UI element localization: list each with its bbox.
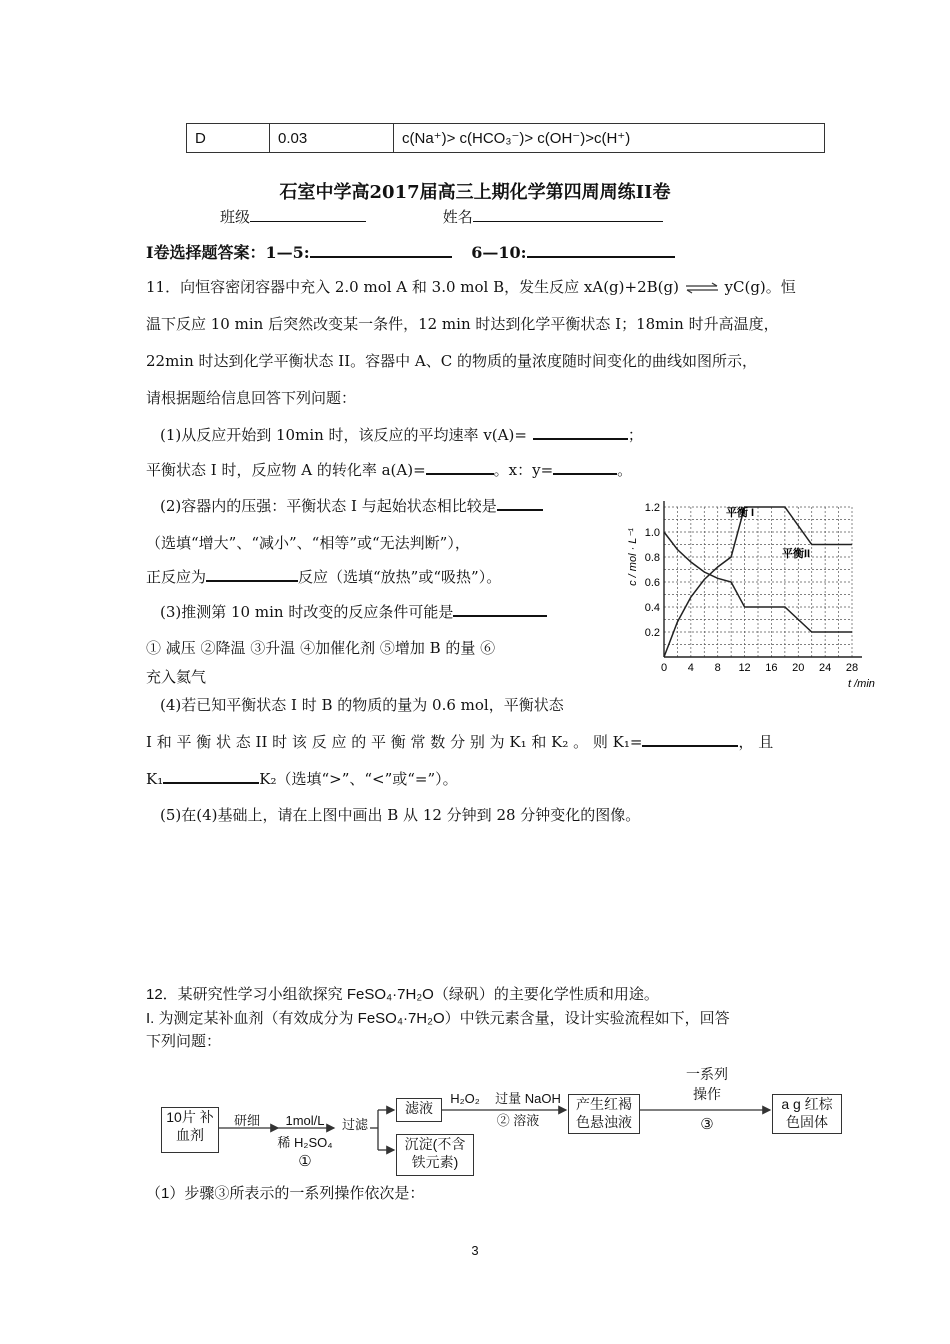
chart-grid bbox=[664, 507, 852, 657]
flow-box-suspension: 产生红褐 色悬浊液 bbox=[568, 1094, 640, 1134]
q11-part-4b bbox=[146, 731, 806, 753]
pressure-blank[interactable] bbox=[497, 495, 543, 511]
class-blank[interactable] bbox=[250, 207, 366, 222]
q11-options: ① 减压 ②降温 ③升温 ④加催化剂 ⑤增加 B 的量 ⑥ bbox=[146, 639, 496, 657]
x-tick-label: 16 bbox=[765, 662, 778, 674]
x-tick-label: 0 bbox=[660, 662, 668, 674]
flow-label: 操作 bbox=[693, 1086, 721, 1102]
q12-line-1: 12．某研究性学习小组欲探究 FeSO₄·7H₂O（绿矾）的主要化学性质和用途。 bbox=[146, 986, 659, 1003]
flow-box-filtrate: 滤液 bbox=[396, 1098, 442, 1122]
q11-line-2: 温下反应 10 min 后突然改变某一条件，12 min 时达到化学平衡状态 I；18min 时升高温度， bbox=[146, 315, 779, 333]
q11-text: 正反应为 bbox=[146, 568, 207, 586]
flow-step-3: ③ bbox=[700, 1116, 714, 1133]
class-label: 班级 bbox=[220, 208, 251, 226]
conversion-blank[interactable] bbox=[426, 459, 494, 475]
flow-label: 过滤 bbox=[341, 1117, 368, 1132]
y-tick-label: 0.4 bbox=[644, 602, 660, 614]
answer-mid: 6—10: bbox=[471, 243, 527, 262]
answer-blank-1[interactable] bbox=[310, 242, 452, 258]
flow-label: 1mol/L bbox=[285, 1113, 325, 1128]
q11-part-4: (4)若已知平衡状态 I 时 B 的物质的量为 0.6 mol，平衡状态 bbox=[160, 696, 564, 714]
chart-axes bbox=[664, 501, 862, 657]
y-tick-label: 0.6 bbox=[644, 577, 660, 589]
x-tick-label: 20 bbox=[792, 662, 805, 674]
flow-box-result: a g 红棕 色固体 bbox=[772, 1094, 842, 1134]
q11-options-cont: 充入氦气 bbox=[146, 668, 207, 686]
q11-text: (2)容器内的压强：平衡状态 I 与起始状态相比较是 bbox=[160, 497, 497, 515]
q11-line-4: 请根据题给信息回答下列问题： bbox=[146, 389, 357, 407]
name-blank[interactable] bbox=[473, 207, 663, 222]
flow-label: H₂O₂ bbox=[450, 1091, 480, 1106]
flow-step-2: ② 溶液 bbox=[496, 1113, 540, 1128]
annotation-eq2: 平衡II bbox=[782, 548, 811, 560]
x-tick-label: 4 bbox=[687, 662, 694, 674]
q11-text: I 和 平 衡 状 态 II 时 该 反 应 的 平 衡 常 数 分 别 为 K₁ 和 K₂ 。 则 K₁= bbox=[146, 733, 643, 751]
answer-table bbox=[186, 123, 825, 153]
annotation-eq1: 平衡 I bbox=[726, 507, 755, 519]
flow-label: 过量 NaOH bbox=[495, 1091, 561, 1106]
ratio-blank[interactable] bbox=[553, 459, 617, 475]
q11-text: ； bbox=[627, 426, 643, 444]
y-axis-label: c / mol · L⁻¹ bbox=[627, 528, 639, 586]
rate-blank[interactable] bbox=[533, 424, 628, 440]
q11-part-3 bbox=[160, 601, 620, 623]
concentration-chart bbox=[622, 495, 876, 695]
q11-part-2b: （选填“增大”、“减小”、“相等”或“无法判断”）， bbox=[146, 534, 470, 552]
flow-label: 稀 H₂SO₄ bbox=[277, 1135, 333, 1150]
y-tick-label: 1.2 bbox=[644, 502, 660, 514]
q11-part-2c bbox=[146, 566, 616, 588]
x-tick-label: 12 bbox=[738, 662, 751, 674]
q11-text: yC(g)。恒 bbox=[724, 278, 796, 296]
q12-line-2: I. 为测定某补血剂（有效成分为 FeSO₄·7H₂O）中铁元素含量，设计实验流程如下，回答 bbox=[146, 1010, 730, 1027]
table-cell: 0.03 bbox=[270, 124, 394, 153]
equilibrium-arrow-icon bbox=[684, 282, 720, 294]
x-tick-label: 8 bbox=[714, 662, 721, 674]
heat-blank[interactable] bbox=[206, 566, 298, 582]
class-name-line bbox=[220, 206, 663, 227]
q12-part-1: （1）步骤③所表示的一系列操作依次是： bbox=[146, 1185, 425, 1202]
page-title: 石室中学高2017届高三上期化学第四周周练II卷 bbox=[279, 182, 671, 203]
flow-label: 一系列 bbox=[686, 1066, 728, 1082]
x-tick-label: 28 bbox=[845, 662, 859, 674]
name-label: 姓名 bbox=[442, 208, 473, 226]
q11-text: 。x：y= bbox=[493, 461, 554, 479]
answer-blank-2[interactable] bbox=[527, 242, 675, 258]
q12-line-3: 下列问题： bbox=[146, 1033, 222, 1050]
q11-line-3: 22min 时达到化学平衡状态 II。容器中 A、C 的物质的量浓度随时间变化的曲线如图所示， bbox=[146, 352, 758, 370]
x-axis-label: t /min bbox=[848, 678, 875, 690]
q11-part-2 bbox=[160, 495, 620, 517]
x-tick-label: 24 bbox=[819, 662, 832, 674]
condition-blank[interactable] bbox=[453, 601, 547, 617]
answer-line bbox=[146, 240, 675, 263]
y-tick-label: 0.2 bbox=[644, 627, 660, 639]
q11-text: (1)从反应开始到 10min 时，该反应的平均速率 v(A)= bbox=[160, 426, 527, 444]
q11-text: ， 且 bbox=[738, 733, 774, 751]
chart-ticks bbox=[645, 502, 858, 674]
q11-part-5: (5)在(4)基础上，请在上图中画出 B 从 12 分钟到 28 分钟变化的图像。 bbox=[160, 806, 641, 824]
q11-text: (3)推测第 10 min 时改变的反应条件可能是 bbox=[160, 603, 454, 621]
q11-text: 11．向恒容密闭容器中充入 2.0 mol A 和 3.0 mol B，发生反应 xA(g)+2B(g) bbox=[146, 278, 679, 296]
table-row bbox=[187, 124, 825, 153]
q11-text: 反应（选填“放热”或“吸热”）。 bbox=[298, 568, 502, 586]
q11-part-1b bbox=[146, 459, 806, 481]
q11-text: 平衡状态 I 时，反应物 A 的转化率 a(A)= bbox=[146, 461, 426, 479]
table-cell: c(Na⁺)> c(HCO₃⁻)> c(OH⁻)>c(H⁺) bbox=[394, 124, 825, 153]
table-cell: D bbox=[187, 124, 270, 153]
page-number: 3 bbox=[471, 1243, 479, 1258]
y-tick-label: 0.8 bbox=[644, 552, 660, 564]
flow-label: 研细 bbox=[233, 1113, 260, 1128]
k1-blank[interactable] bbox=[642, 731, 738, 747]
answer-prefix: I卷选择题答案：1—5: bbox=[146, 243, 310, 262]
y-tick-label: 1.0 bbox=[644, 527, 660, 539]
flow-box-precipitate: 沉淀(不含 铁元素) bbox=[396, 1134, 474, 1176]
k-compare-blank[interactable] bbox=[163, 768, 259, 784]
q11-line-1 bbox=[146, 276, 806, 298]
flow-step-1: ① bbox=[298, 1153, 312, 1170]
q11-part-4c bbox=[146, 768, 806, 790]
q11-part-1 bbox=[160, 424, 820, 446]
q11-text: K₂（选填“>”、“<”或“=”）。 bbox=[259, 770, 458, 788]
q11-text: K₁ bbox=[146, 770, 164, 788]
q11-text: 。 bbox=[617, 461, 633, 479]
flow-box-start: 10片 补血剂 bbox=[161, 1107, 219, 1153]
